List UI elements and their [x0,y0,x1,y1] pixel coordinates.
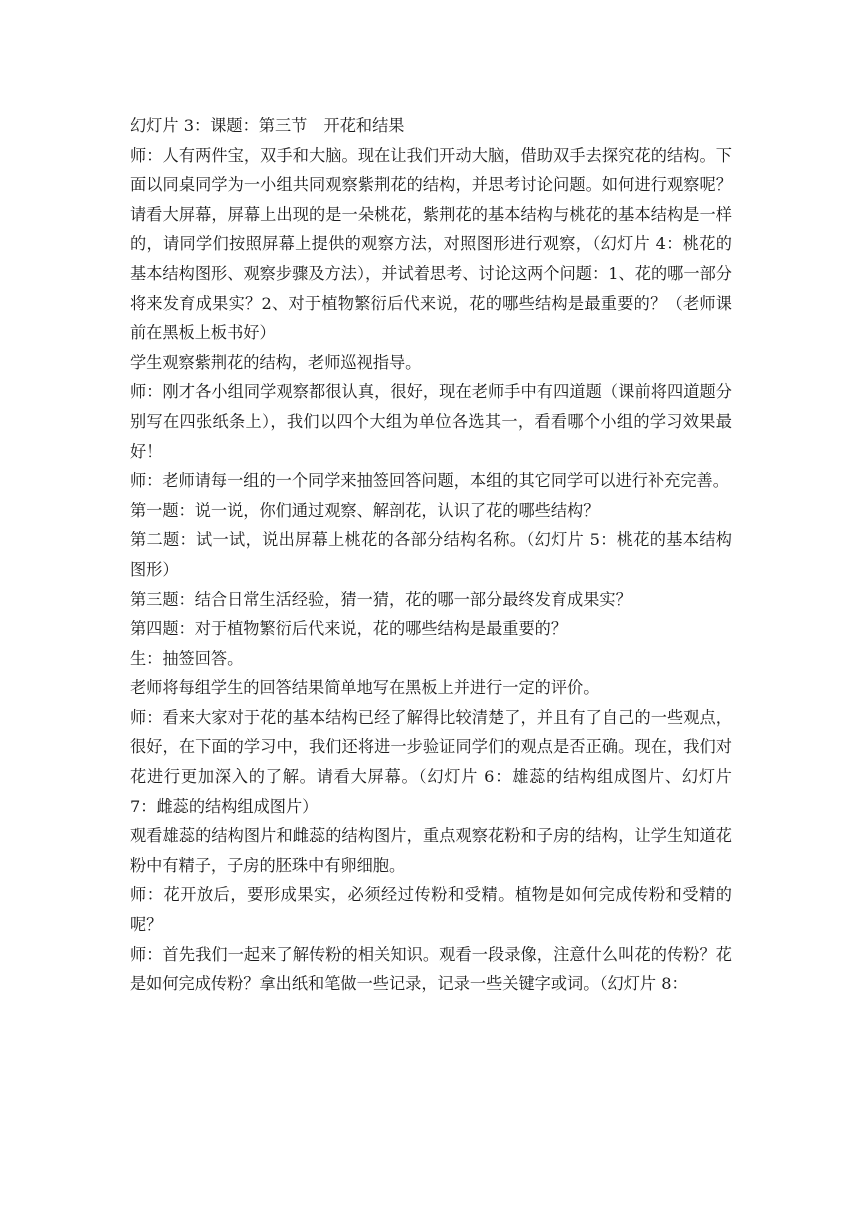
slide-title-paragraph: 幻灯片 3：课题：第三节 开花和结果 [130,116,405,135]
question-paragraph: 第四题：对于植物繁衍后代来说，花的哪些结构是最重要的？ [130,619,568,639]
question-paragraph: 第一题：说一说，你们通过观察、解剖花，认识了花的哪些结构？ [130,500,600,520]
teacher-paragraph: 师：首先我们一起来了解传粉的相关知识。观看一段录像，注意什么叫花的传粉？花是如何完成传粉？拿出纸和笔做一些记录，记录一些关键字或词。（幻灯片 8： [130,944,732,994]
teacher-paragraph: 师：老师请每一组的一个同学来抽签回答问题，本组的其它同学可以进行补充完善。 [130,471,729,491]
student-observation-paragraph: 学生观察紫荆花的结构，老师巡视指导。 [130,352,422,372]
teacher-evaluation-paragraph: 老师将每组学生的回答结果简单地写在黑板上并进行一定的评价。 [130,678,600,698]
question-paragraph: 第二题：试一试，说出屏幕上桃花的各部分结构名称。（幻灯片 5：桃花的基本结构图形） [130,530,732,579]
teacher-paragraph: 师：花开放后，要形成果实，必须经过传粉和受精。植物是如何完成传粉和受精的呢？ [130,885,732,935]
document-body [130,111,732,999]
question-paragraph: 第三题：结合日常生活经验，猜一猜，花的哪一部分最终发育成果实？ [130,589,632,609]
observation-paragraph: 观看雄蕊的结构图片和雌蕊的结构图片，重点观察花粉和子房的结构，让学生知道花粉中有精子，子房的胚珠中有卵细胞。 [130,826,732,875]
student-answer-paragraph: 生：抽签回答。 [130,648,244,668]
teacher-paragraph: 师：看来大家对于花的基本结构已经了解得比较清楚了，并且有了自己的一些观点，很好，在下面的学习中，我们还将进一步验证同学们的观点是否正确。现在，我们对花进行更加深入的了解。请看大屏幕。（幻灯片 6：雄蕊的结构组成图片、幻灯片 7：雌蕊的结构组成图片） [130,707,732,816]
teacher-paragraph: 师：人有两件宝，双手和大脑。现在让我们开动大脑，借助双手去探究花的结构。下面以同桌同学为一小组共同观察紫荆花的结构，并思考讨论问题。如何进行观察呢？请看大屏幕，屏幕上出现的是一朵桃花，紫荆花的基本结构与桃花的基本结构是一样的，请同学们按照屏幕上提供的观察方法，对照图形进行观察，（幻灯片 4：桃花的基本结构图形、观察步骤及方法），并试着思考、讨论这两个问题：1、花的哪一部分将来发育成果实？2、对于植物繁衍后代来说，花的哪些结构是最重要的？（老师课前在黑板上板书好） [130,145,732,343]
teacher-paragraph: 师：刚才各小组同学观察都很认真，很好，现在老师手中有四道题（课前将四道题分别写在四张纸条上），我们以四个大组为单位各选其一，看看哪个小组的学习效果最好！ [130,382,732,461]
